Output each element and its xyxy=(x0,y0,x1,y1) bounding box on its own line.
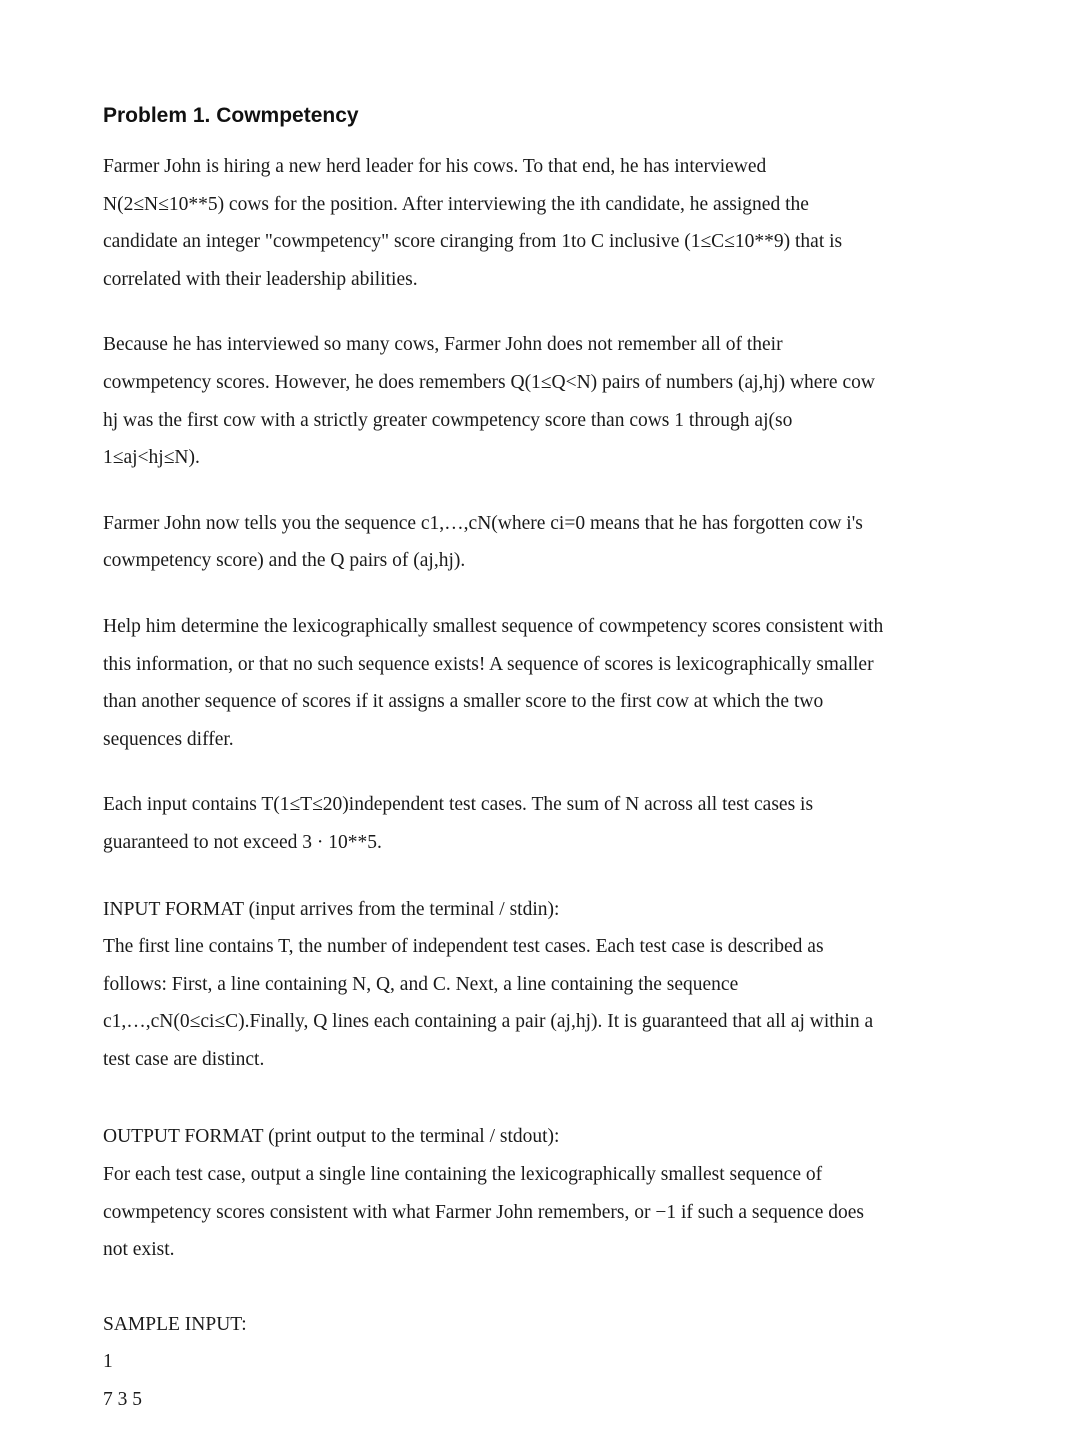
text-line: For each test case, output a single line containing the lexicographically smallest sequence of xyxy=(103,1164,823,1186)
section-heading-sample-input: SAMPLE INPUT: xyxy=(103,1313,247,1335)
text-line: cowmpetency score) and the Q pairs of (aj,hj). xyxy=(103,550,466,572)
text-line: correlated with their leadership abilities. xyxy=(103,268,418,290)
paragraph-input-format xyxy=(103,891,993,1079)
text-line: this information, or that no such sequence exists! A sequence of scores is lexicographically smaller xyxy=(103,653,874,675)
text-line: c1,…,cN(0≤ci≤C).Finally, Q lines each containing a pair (aj,hj). It is guaranteed that all aj within a xyxy=(103,1011,874,1033)
paragraph-memory xyxy=(103,326,993,476)
paragraph-task xyxy=(103,608,993,758)
text-line: than another sequence of scores if it assigns a smaller score to the first cow at which the two xyxy=(103,691,824,713)
paragraph-sample-input xyxy=(103,1306,993,1419)
text-line: Because he has interviewed so many cows, Farmer John does not remember all of their xyxy=(103,334,783,356)
paragraph-output-format xyxy=(103,1118,993,1268)
text-line: cowmpetency scores. However, he does remembers Q(1≤Q<N) pairs of numbers (aj,hj) where cow xyxy=(103,371,875,393)
text-line: 1≤aj<hj≤N). xyxy=(103,447,200,469)
text-line: not exist. xyxy=(103,1239,175,1261)
section-heading-output-format: OUTPUT FORMAT (print output to the terminal / stdout): xyxy=(103,1126,560,1148)
text-line: candidate an integer "cowmpetency" score ciranging from 1to C inclusive (1≤C≤10**9) that is xyxy=(103,231,843,253)
problem-title: Problem 1. Cowmpetency xyxy=(103,104,359,127)
text-line: test case are distinct. xyxy=(103,1048,265,1070)
paragraph-intro xyxy=(103,148,993,298)
text-line: Help him determine the lexicographically smallest sequence of cowmpetency scores consistent with xyxy=(103,615,884,637)
text-line: sequences differ. xyxy=(103,728,234,750)
sample-line: 7 3 5 xyxy=(103,1389,142,1411)
text-line: The first line contains T, the number of independent test cases. Each test case is described as xyxy=(103,936,824,958)
text-line: cowmpetency scores consistent with what Farmer John remembers, or −1 if such a sequence does xyxy=(103,1201,864,1223)
text-line: guaranteed to not exceed 3 · 10**5. xyxy=(103,831,382,853)
text-line: hj was the first cow with a strictly greater cowmpetency score than cows 1 through aj(so xyxy=(103,409,793,431)
document-page xyxy=(103,98,993,1419)
section-heading-input-format: INPUT FORMAT (input arrives from the terminal / stdin): xyxy=(103,898,560,920)
paragraph-constraints xyxy=(103,786,993,861)
text-line: Each input contains T(1≤T≤20)independent test cases. The sum of N across all test cases is xyxy=(103,794,814,816)
sample-line: 1 xyxy=(103,1351,113,1373)
text-line: follows: First, a line containing N, Q, and C. Next, a line containing the sequence xyxy=(103,973,739,995)
paragraph-sequence xyxy=(103,505,993,580)
text-line: Farmer John is hiring a new herd leader for his cows. To that end, he has interviewed xyxy=(103,156,767,177)
text-line: Farmer John now tells you the sequence c1,…,cN(where ci=0 means that he has forgotten cow i's xyxy=(103,512,863,534)
text-line: N(2≤N≤10**5) cows for the position. After interviewing the ith candidate, he assigned the xyxy=(103,193,809,215)
